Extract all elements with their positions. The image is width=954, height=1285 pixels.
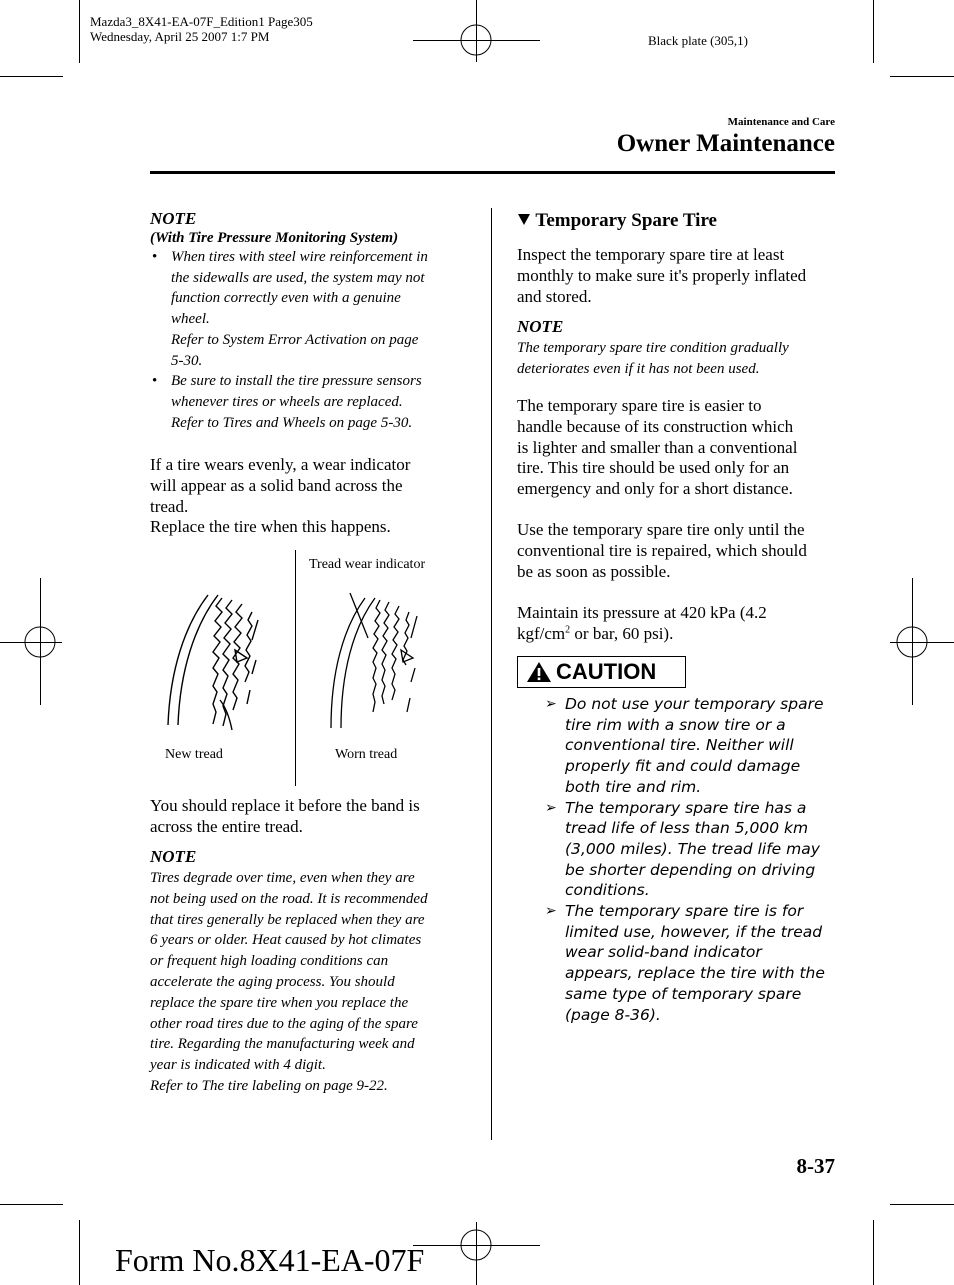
print-info	[90, 14, 313, 44]
tread-wear-indicator-label: Tread wear indicator	[309, 557, 426, 572]
spare-note: NOTE The temporary spare tire condition gradually deteriorates even if it has not been used.	[517, 317, 837, 380]
note-heading: NOTE	[150, 847, 197, 866]
figure-divider	[295, 550, 296, 786]
print-info-line2: Wednesday, April 25 2007 1:7 PM	[90, 29, 270, 44]
column-divider	[491, 208, 492, 1140]
worn-tread-label: Worn tread	[335, 747, 398, 762]
spare-tire-heading: Temporary Spare Tire	[517, 210, 717, 232]
arrow-bullet-icon: ➢	[545, 696, 557, 712]
new-tread-label: New tread	[165, 747, 223, 762]
note-aging-text: Tires degrade over time, even when they are not being used on the road. It is recommended that tires generally be replaced when they are 6 years or older. Heat caused by hot climates or frequent high loading conditions can accelerate the aging process. You should replace the spare tire when you replace the other road tires due to the aging of the spare tire. Regarding the manufacturing week and year is indicated with 4 digit. Refer to The tire labeling on page 9-22.	[150, 870, 428, 1094]
inspect-paragraph: Inspect the temporary spare tire at least monthly to make sure it's properly inflated and stored.	[517, 245, 807, 306]
caution-list	[517, 694, 837, 1025]
note-heading: NOTE	[150, 209, 197, 228]
caution-item: ➢ The temporary spare tire has a tread life of less than 5,000 km (3,000 miles). The tread life may be shorter depending on driving conditions.	[545, 798, 820, 900]
caution-label: CAUTION	[556, 659, 657, 684]
note-heading: NOTE	[517, 317, 564, 336]
triangle-down-icon	[517, 213, 531, 226]
page-number: 8-37	[796, 1154, 835, 1178]
note-aging	[150, 847, 480, 1097]
caution-item: ➢ The temporary spare tire is for limited use, however, if the tread wear solid-band indicator appears, replace the tire with the same type of temporary spare (page 8-36).	[545, 902, 825, 1024]
new-tread-illustration	[160, 590, 270, 730]
note-bullet: • Be sure to install the tire pressure sensors whenever tires or wheels are replaced. Refer to Tires and Wheels on page 5-30.	[152, 373, 422, 431]
print-info-line1: Mazda3_8X41-EA-07F_Edition1 Page305	[90, 14, 313, 29]
pressure-paragraph: Maintain its pressure at 420 kPa (4.2 kgf/$cm^2$ or bar, 60 psi).	[517, 603, 767, 643]
worn-tread-illustration	[325, 588, 435, 733]
note-bullet: • When tires with steel wire reinforcement in the sidewalls are used, the system may not function correctly even with a genuine wheel. Refer to System Error Activation on page 5-30.	[152, 249, 428, 369]
header-rule	[150, 171, 835, 174]
wear-indicator-paragraph: If a tire wears evenly, a wear indicator will appear as a solid band across the tread. Replace the tire when this happens.	[150, 455, 411, 537]
page-title: Owner Maintenance	[616, 130, 835, 157]
arrow-bullet-icon: ➢	[545, 799, 557, 816]
note-subheading: (With Tire Pressure Monitoring System)	[150, 230, 399, 246]
section-label: Maintenance and Care	[727, 116, 835, 128]
handling-paragraph: The temporary spare tire is easier to handle because of its construction which is lighter and smaller than a conventional tire. This tire should be used only for an emergency and only for a short distance.	[517, 396, 798, 499]
note-bullets	[150, 247, 480, 433]
until-repaired-paragraph: Use the temporary spare tire only until the conventional tire is repaired, which should be as soon as possible.	[517, 520, 807, 581]
caution-item: ➢ Do not use your temporary spare tire rim with a snow tire or a conventional tire. Neither will properly fit and could damage both tire and rim.	[545, 695, 824, 796]
form-number: Form No.8X41-EA-07F	[115, 1242, 425, 1278]
caution-box	[517, 656, 686, 688]
left-column	[150, 209, 480, 433]
plate-label: Black plate (305,1)	[648, 33, 748, 48]
replace-paragraph: You should replace it before the band is across the entire tread.	[150, 796, 420, 836]
arrow-bullet-icon: ➢	[545, 903, 557, 920]
warning-triangle-icon	[526, 661, 552, 683]
